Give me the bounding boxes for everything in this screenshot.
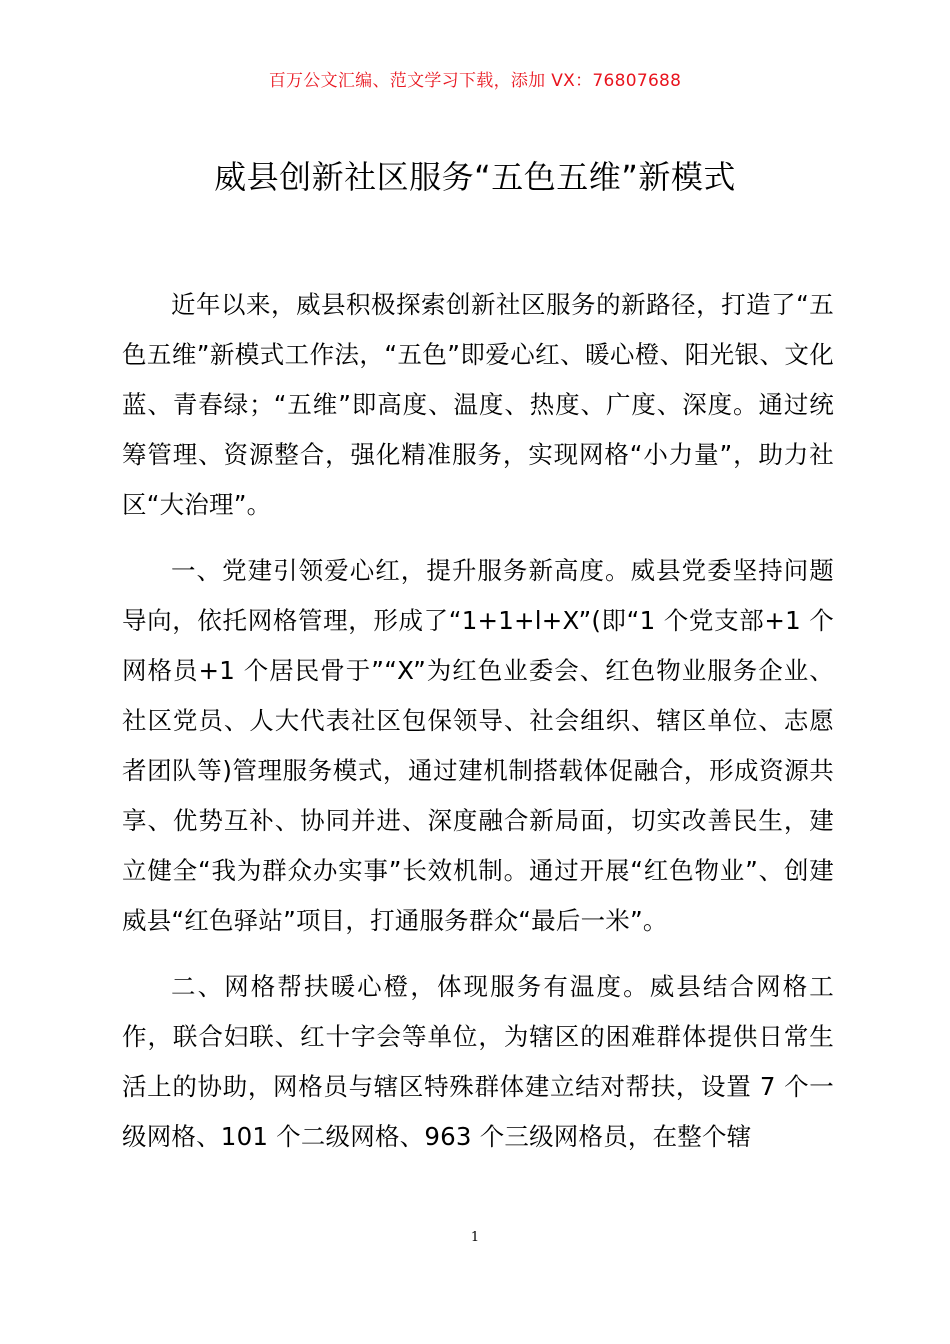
page-title: 威县创新社区服务“五色五维”新模式 <box>214 158 736 196</box>
document-body <box>122 280 834 1178</box>
page-number: 1 <box>470 1230 480 1245</box>
header-contact-note: 百万公文汇编、范文学习下载，添加 VX：76807688 <box>268 71 682 91</box>
paragraph-section-one: 一、党建引领爱心红，提升服务新高度。威县党委坚持问题导向，依托网格管理，形成了“1+1+l+X”(即“1 个党支部+1 个网格员+1 个居民骨于”“X”为红色业委会、红色物业服务企业、社区党员、人大代表社区包保领导、社会组织、辖区单位、志愿者团队等)管理服务模式，通过建机制搭载体促融合，形成资源共享、优势互补、协同并进、深度融合新局面，切实改善民生，建立健全“我为群众办实事”长效机制。通过开展“红色物业”、创建威县“红色驿站”项目，打通服务群众“最后一米”。 <box>122 556 834 935</box>
paragraph-intro: 近年以来，威县积极探索创新社区服务的新路径，打造了“五色五维”新模式工作法，“五色”即爱心红、暖心橙、阳光银、文化蓝、青春绿；“五维”即高度、温度、热度、广度、深度。通过统筹管理、资源整合，强化精准服务，实现网格“小力量”，助力社区“大治理”。 <box>122 290 834 519</box>
paragraph-section-two: 二、网格帮扶暖心橙，体现服务有温度。威县结合网格工作，联合妇联、红十字会等单位，为辖区的困难群体提供日常生活上的协助，网格员与辖区特殊群体建立结对帮扶，设置 7 个一级网格、101 个二级网格、963 个三级网格员，在整个辖 <box>122 972 834 1151</box>
